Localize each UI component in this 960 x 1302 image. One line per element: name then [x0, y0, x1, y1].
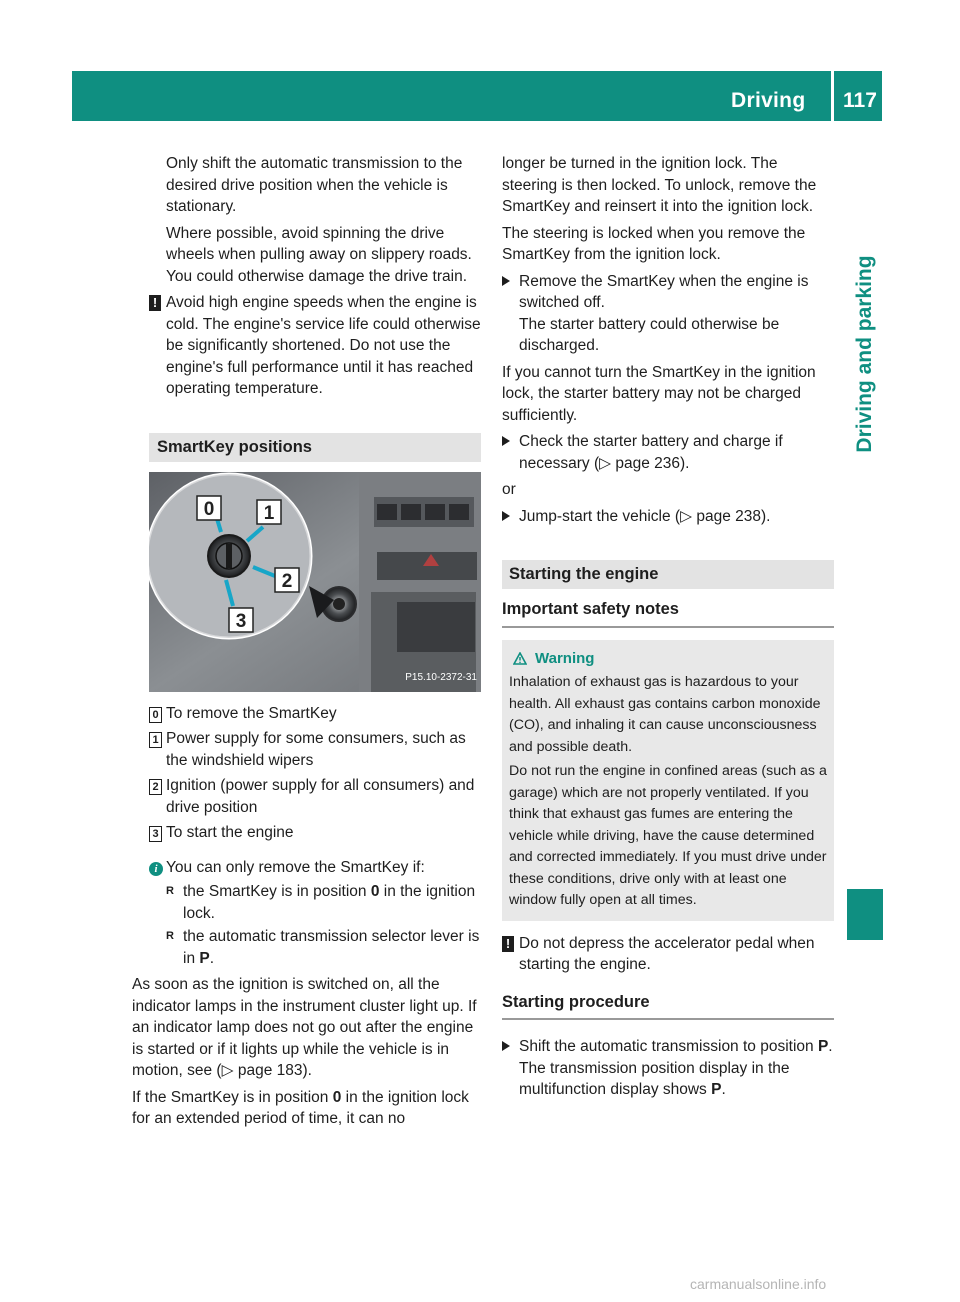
step-result: The transmission position display in the multifunction display shows	[519, 1059, 790, 1098]
paragraph-text: If the SmartKey is in position	[132, 1088, 333, 1106]
step	[502, 1036, 834, 1101]
warning-triangle-icon	[513, 652, 527, 665]
bullet-marker: R	[166, 930, 174, 942]
bullet-marker: R	[166, 885, 174, 897]
page-ref-arrow: ▷	[599, 454, 612, 472]
step	[502, 431, 834, 474]
bullet-text: the automatic transmission selector lever is in	[183, 928, 480, 967]
bullet-text: the SmartKey is in position	[183, 883, 371, 900]
section-heading: SmartKey positions	[149, 433, 481, 462]
side-tab-label: Driving and parking	[853, 255, 876, 453]
legend-text: To start the engine	[166, 824, 294, 841]
right-column	[502, 153, 834, 1101]
legend-item	[149, 822, 481, 844]
bullet-bold: P	[199, 949, 210, 967]
step-text: ).	[760, 507, 771, 525]
figure-label-0: 0	[203, 498, 215, 520]
legend-item	[149, 703, 481, 725]
chapter-title: Driving	[731, 89, 806, 112]
figure-label-3: 3	[235, 610, 247, 632]
figure-code: P15.10-2372-31	[405, 672, 477, 683]
bullet-bold: 0	[370, 883, 380, 900]
header-separator	[831, 71, 834, 121]
info-note	[149, 857, 481, 879]
figure-label-1: 1	[263, 502, 275, 524]
step-arrow-icon	[502, 511, 510, 521]
page-ref-link[interactable]: page 183	[237, 1062, 303, 1079]
paragraph-text: ).	[302, 1062, 312, 1079]
page-number: 117	[843, 89, 877, 112]
smartkey-figure	[149, 472, 481, 692]
paragraph	[132, 974, 481, 1082]
bullet-text: in the ignition lock.	[183, 883, 476, 922]
warning-title: Warning	[535, 649, 595, 667]
warning-header	[509, 648, 827, 670]
paragraph-text: As soon as the ignition is switched on, all the indicator lamps in the instrument cluster light up. If an indicator lamp does not go out after the engine is started or if it lights up while the vehicle is in motion, see (	[132, 976, 477, 1079]
step-text: Remove the SmartKey when the engine is switched off.	[519, 272, 809, 311]
warning-text: Do not run the engine in confined areas (such as a garage) which are not properly ventilated. If you think that exhaust gas fumes are entering the vehicle while driving, have the cause determined and corrected immediately. If you must drive under these conditions, drive only with at least one window fully open at all times.	[509, 763, 827, 908]
paragraph: longer be turned in the ignition lock. The steering is then locked. To unlock, remove the SmartKey and reinsert it into the ignition lock.	[502, 155, 817, 215]
bullet-item	[149, 881, 481, 924]
step-bold: P	[711, 1081, 722, 1098]
subheading: Starting procedure	[502, 992, 834, 1021]
ignition-illustration	[149, 472, 481, 692]
paragraph-bold: 0	[332, 1088, 342, 1106]
step-text: Jump-start the vehicle (	[519, 507, 681, 525]
legend-text: To remove the SmartKey	[166, 704, 337, 722]
exclamation-icon: !	[502, 936, 514, 952]
exclamation-icon: !	[149, 295, 161, 311]
step-arrow-icon	[502, 436, 510, 446]
step-arrow-icon	[502, 276, 510, 286]
key-number: 1	[149, 732, 162, 748]
page-ref-arrow: ▷	[221, 1062, 234, 1079]
paragraph: The steering is locked when you remove the SmartKey from the ignition lock.	[502, 224, 806, 263]
note-text: Do not depress the accelerator pedal when starting the engine.	[519, 934, 815, 973]
page-ref-link[interactable]: page 236	[615, 454, 681, 472]
legend-item	[149, 728, 481, 771]
step-text: Check the starter battery and charge if necessary (	[519, 433, 783, 472]
key-number: 0	[149, 707, 162, 723]
step-arrow-icon	[502, 1041, 510, 1051]
paragraph: Where possible, avoid spinning the drive wheels when pulling away on slippery roads. You could otherwise damage the drive train.	[166, 224, 472, 285]
bullet-item	[149, 926, 481, 969]
legend-text: Power supply for some consumers, such as the windshield wipers	[166, 730, 466, 769]
note-text: Avoid high engine speeds when the engine is cold. The engine's service life could otherwise be significantly shortened. Do not use the engine's full performance until it has reached operating temperature.	[166, 294, 481, 397]
step-bold: P	[817, 1038, 829, 1055]
step-text: ).	[680, 454, 690, 472]
side-tab-block	[847, 889, 883, 940]
paragraph: Only shift the automatic transmission to the desired drive position when the vehicle is stationary.	[166, 155, 463, 215]
info-icon: i	[149, 862, 163, 876]
legend-text: Ignition (power supply for all consumers) and drive position	[166, 777, 475, 816]
page-ref-arrow: ▷	[680, 507, 693, 525]
paragraph	[132, 1087, 481, 1130]
caution-note	[149, 292, 481, 400]
left-column	[132, 153, 481, 1135]
key-number: 3	[149, 826, 162, 842]
warning-box	[502, 640, 834, 921]
subheading: Important safety notes	[502, 599, 834, 628]
step-text: Shift the automatic transmission to position	[519, 1038, 818, 1055]
step	[502, 506, 834, 528]
or-text: or	[502, 481, 516, 498]
warning-text: Inhalation of exhaust gas is hazardous to your health. All exhaust gas contains carbon monoxide (CO), and inhaling it can cause unconsciousness and possible death.	[509, 674, 821, 755]
info-text: You can only remove the SmartKey if:	[166, 858, 425, 876]
key-number: 2	[149, 779, 162, 795]
step-result: The starter battery could otherwise be discharged.	[519, 315, 780, 354]
side-tab	[847, 236, 883, 472]
caution-note	[502, 933, 834, 976]
section-heading: Starting the engine	[502, 560, 834, 589]
step	[502, 271, 834, 357]
watermark: carmanualsonline.info	[690, 1276, 827, 1292]
paragraph: If you cannot turn the SmartKey in the ignition lock, the starter battery may not be charged sufficiently.	[502, 363, 816, 424]
figure-label-2: 2	[281, 570, 293, 592]
bullet-text: .	[209, 949, 215, 967]
step-result: .	[721, 1081, 726, 1098]
page-ref-link[interactable]: page 238	[696, 507, 761, 525]
step-text: .	[828, 1038, 833, 1055]
paragraph-text: in the ignition lock for an extended period of time, it can no	[132, 1088, 469, 1127]
legend-item	[149, 775, 481, 818]
